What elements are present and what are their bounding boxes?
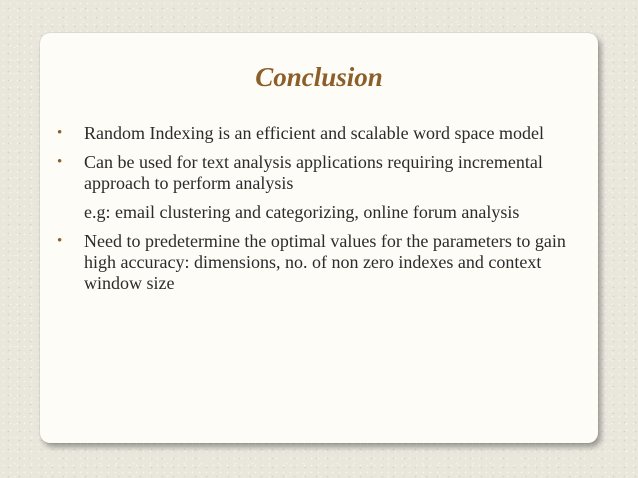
bullet-text: Need to predetermine the optimal values for the parameters to gain high accuracy: dimensions, no. of non zero indexes and context window size: [84, 231, 566, 293]
slide-panel: [40, 33, 598, 443]
bullet-point-icon: •: [57, 154, 63, 170]
bullet-list: [57, 123, 587, 302]
bullet-item-2: [57, 152, 587, 194]
slide-title: Conclusion: [255, 62, 383, 92]
example-line: [57, 202, 587, 223]
example-text: e.g: email clustering and categorizing, online forum analysis: [84, 202, 520, 222]
bullet-item-3: [57, 231, 587, 294]
bullet-point-icon: •: [57, 125, 63, 141]
bullet-item-1: [57, 123, 587, 144]
bullet-text: Random Indexing is an efficient and scalable word space model: [84, 123, 545, 143]
bullet-point-icon: •: [57, 233, 63, 249]
bullet-text: Can be used for text analysis applications requiring incremental approach to perform analysis: [84, 152, 543, 193]
